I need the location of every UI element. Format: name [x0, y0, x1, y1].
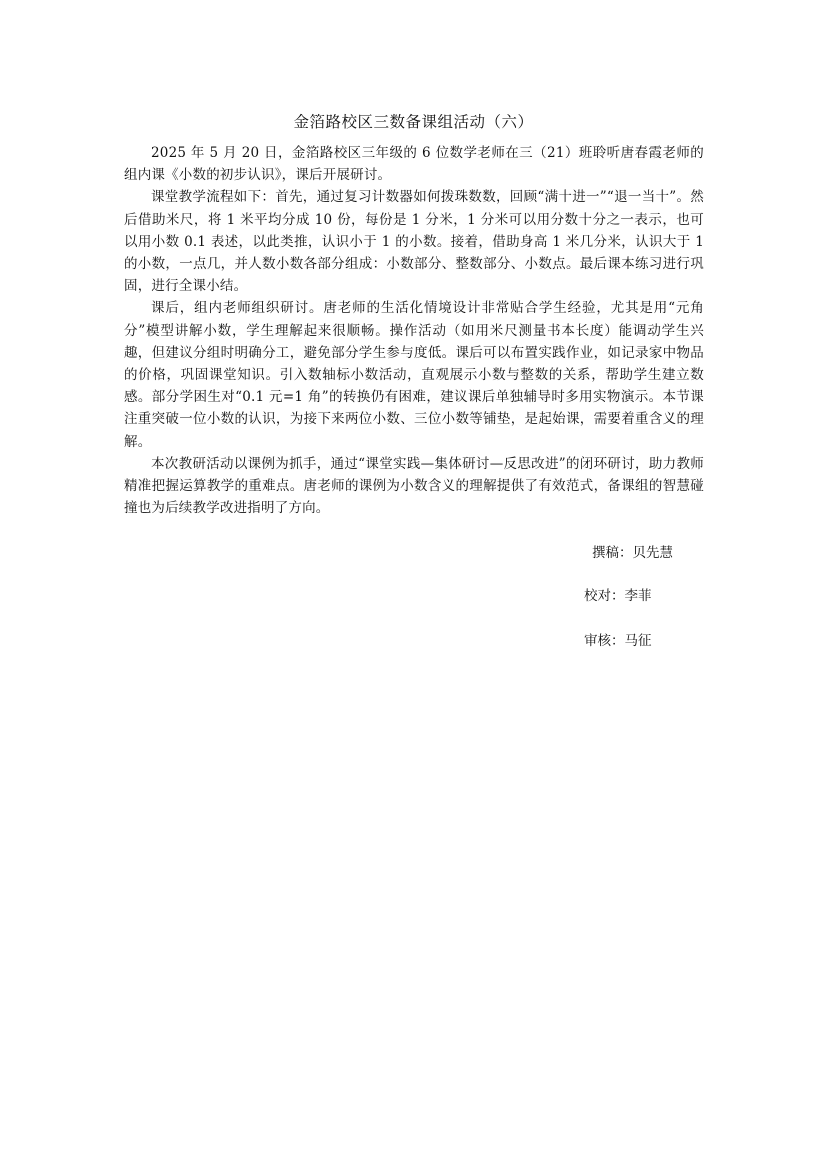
paragraph-discussion: 课后，组内老师组织研讨。唐老师的生活化情境设计非常贴合学生经验，尤其是用“元角分”模型讲解小数，学生理解起来很顺畅。操作活动（如用米尺测量书本长度）能调动学生兴趣，但建议分组时明确分工，避免部分学生参与度低。课后可以布置实践作业，如记录家中物品的价格，巩固课堂知识。引入数轴标小数活动，直观展示小数与整数的关系，帮助学生建立数感。部分学困生对“0.1 元=1 角”的转换仍有困难，建议课后单独辅导时多用实物演示。本节课注重突破一位小数的认识，为接下来两位小数、三位小数等铺垫，是起始课，需要着重含义的理解。 — [124, 300, 704, 450]
paragraph-lesson-flow: 课堂教学流程如下：首先，通过复习计数器如何拨珠数数，回顾“满十进一”“退一当十”。然后借助米尺，将 1 米平均分成 10 份，每份是 1 分米，1 分米可以用分数十分之一表示，也可以用小数 0.1 表述，以此类推，认识小于 1 的小数。接着，借助身高 1 米几分米，认识大于 1 的小数，一点几，并人数小数各部分组成：小数部分、整数部分、小数点。最后课本练习进行巩固，进行全课小结。 — [124, 189, 704, 295]
document-title: 金箔路校区三数备课组活动（六） — [293, 113, 534, 131]
paragraph-intro: 2025 年 5 月 20 日，金箔路校区三年级的 6 位数学老师在三（21）班聆听唐春霞老师的组内课《小数的初步认识》，课后开展研讨。 — [124, 145, 704, 184]
reviewer-signature: 审核：马征 — [584, 633, 652, 649]
author-signature: 撰稿：贝先慧 — [592, 545, 673, 561]
document-body — [124, 142, 704, 519]
proofreader-signature: 校对：李菲 — [584, 588, 652, 604]
paragraph-summary: 本次教研活动以课例为抓手，通过“课堂实践—集体研讨—反思改进”的闭环研讨，助力教师精准把握运算教学的重难点。唐老师的课例为小数含义的理解提供了有效范式，备课组的智慧碰撞也为后续教学改进指明了方向。 — [124, 455, 704, 517]
